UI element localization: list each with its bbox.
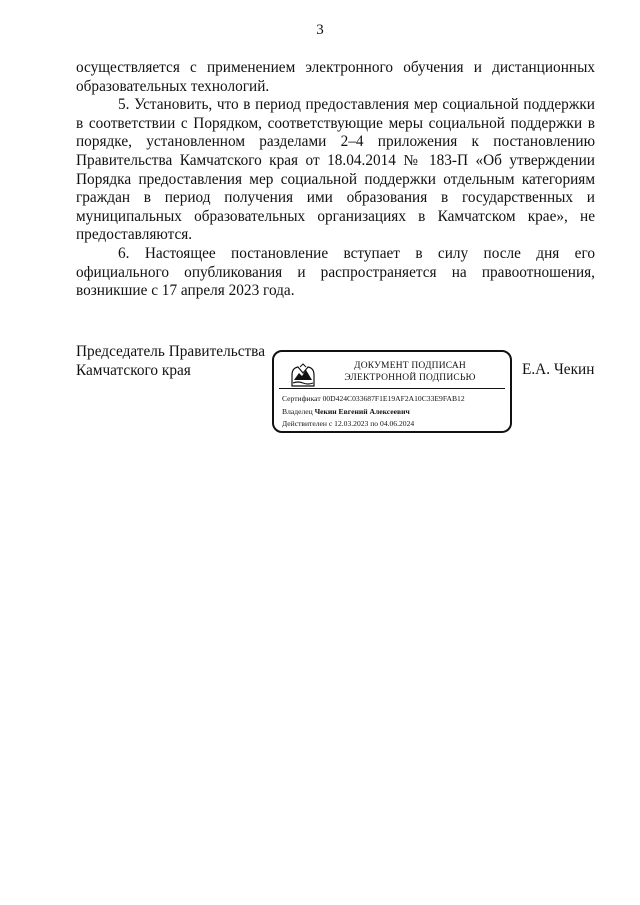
- electronic-signature-stamp: [272, 350, 512, 433]
- owner-value: Чекин Евгений Алексеевич: [314, 406, 410, 416]
- stamp-divider: [279, 388, 505, 389]
- paragraph-item-6: 6. Настоящее постановление вступает в силу после дня его официального опубликования и распространяется на правоотношения, возникшие с 17 апреля 2023 года.: [76, 244, 595, 300]
- valid-from-word: с: [328, 419, 333, 428]
- kamchatka-emblem-icon: [290, 362, 316, 388]
- certificate-label: Сертификат: [282, 394, 321, 403]
- stamp-owner-line: [282, 406, 465, 419]
- paragraph-continuation: осуществляется с применением электронного обучения и дистанционных образовательных технологий.: [76, 59, 595, 95]
- certificate-value: 00D424C033687F1E19AF2A10C33E9FAB12: [322, 394, 465, 403]
- paragraph-item-5: 5. Установить, что в период предоставления мер социальной поддержки в соответствии с Порядком, соответствующие меры социальной поддержки в порядке, установленном разделами 2–4 приложения к постановлению Правительства Камчатского края от 18.04.2014 № 183-П «Об утверждении Порядка предоставления мер социальной поддержки отдельным категориям граждан в период получения ими образования в государственных и муниципальных образовательных организациях в Камчатском крае», не предоставляются.: [76, 96, 595, 244]
- stamp-validity-line: [282, 418, 465, 431]
- stamp-title: [326, 360, 494, 384]
- stamp-title-line-2: ЭЛЕКТРОННОЙ ПОДПИСЬЮ: [344, 373, 476, 383]
- signer-position-line-1: Председатель Правительства: [76, 343, 265, 360]
- stamp-certificate-line: [282, 393, 465, 406]
- stamp-details: [282, 393, 465, 431]
- signer-name: Е.А. Чекин: [522, 361, 595, 378]
- signer-position-line-2: Камчатского края: [76, 361, 191, 379]
- valid-to-word: по: [370, 419, 379, 428]
- signer-position: [76, 343, 276, 380]
- document-body: [76, 59, 595, 301]
- page-number: 3: [316, 22, 324, 38]
- valid-from-date: 12.03.2023: [334, 419, 369, 428]
- valid-to-date: 04.06.2024: [380, 419, 415, 428]
- owner-label: Владелец: [282, 406, 313, 416]
- stamp-title-line-1: ДОКУМЕНТ ПОДПИСАН: [354, 361, 466, 371]
- valid-label: Действителен: [282, 419, 327, 428]
